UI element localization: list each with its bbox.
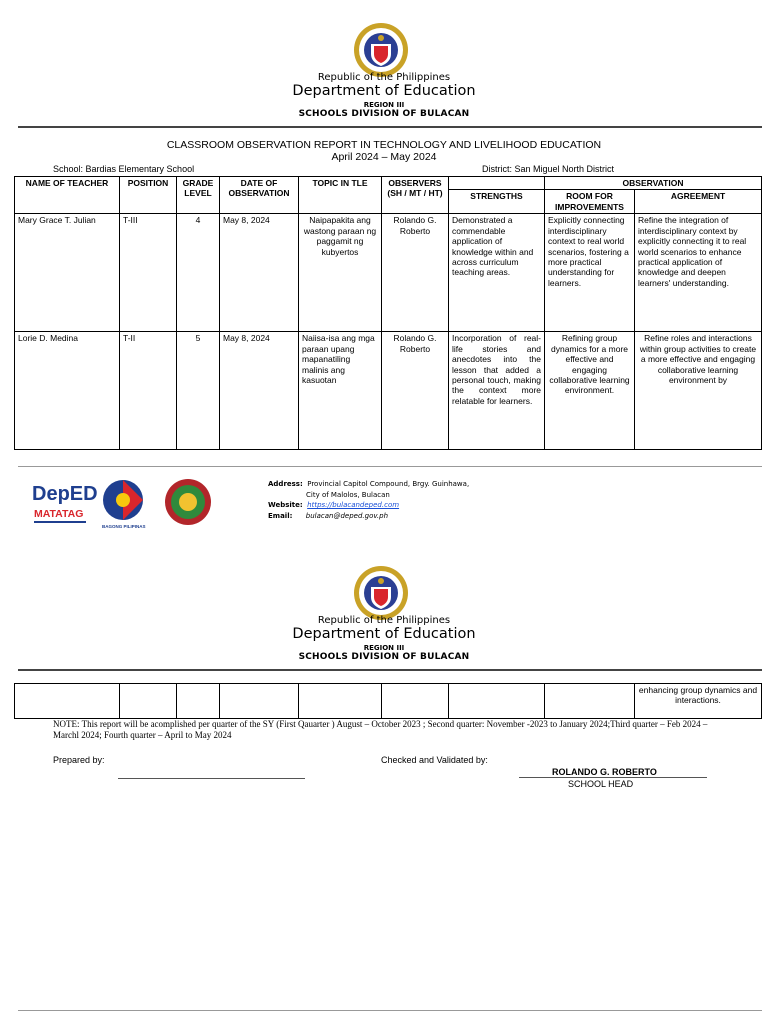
deped-matatag-logo (32, 483, 98, 523)
header-room: ROOM FOR IMPROVEMENTS (545, 190, 635, 214)
observation-table (14, 176, 762, 450)
footer-rule (18, 1010, 762, 1011)
footer-rule (18, 466, 762, 467)
agreement-continued: enhancing group dynamics and interactions. (635, 684, 762, 719)
republic-text: Republic of the Philippines (317, 72, 451, 83)
checked-signature-line (519, 777, 707, 778)
room-for-improvement: Explicitly connecting interdisciplinary context to real world scenarios, fostering a more practical understanding for learners. (545, 214, 635, 332)
table-row (15, 214, 762, 332)
observer: Rolando G. Roberto (382, 214, 449, 332)
table-row (15, 684, 762, 719)
strengths: Incorporation of real-life stories and anecdotes into the lesson that added a personal touch, making the context more relatable for learners. (449, 332, 545, 450)
header-position: POSITION (120, 177, 177, 214)
website-link[interactable]: https://bulacandeped.com (307, 501, 400, 509)
republic-text: Republic of the Philippines (317, 615, 451, 626)
observer: Rolando G. Roberto (382, 332, 449, 450)
teacher-name: Mary Grace T. Julian (15, 214, 120, 332)
topic: Naiisa-isa ang mga paraan upang mapanatiling malinis ang kasuotan (299, 332, 382, 450)
deped-seal-icon (353, 565, 409, 621)
header-name: NAME OF TEACHER (15, 177, 120, 214)
header-rule (18, 669, 762, 671)
teacher-position: T-III (120, 214, 177, 332)
region-text: REGION III (363, 101, 405, 109)
table-row (15, 332, 762, 450)
region-text: REGION III (363, 644, 405, 652)
grade-level: 4 (177, 214, 220, 332)
observation-date: May 8, 2024 (220, 214, 299, 332)
district-name: District: San Miguel North District (482, 164, 615, 174)
teacher-position: T-II (120, 332, 177, 450)
header-topic: TOPIC IN TLE (299, 177, 382, 214)
prepared-by-label: Prepared by: (53, 755, 105, 765)
grade-level: 5 (177, 332, 220, 450)
bagong-pilipinas-logo (102, 480, 146, 529)
checked-by-label: Checked and Validated by: (381, 755, 488, 765)
report-period: April 2024 – May 2024 (331, 151, 437, 163)
department-title: Department of Education (292, 626, 476, 642)
topic: Naipapakita ang wastong paraan ng paggamit ng kubyertos (299, 214, 382, 332)
continuation-table (14, 683, 762, 719)
division-text: SCHOOLS DIVISION OF BULACAN (298, 652, 470, 662)
strengths: Demonstrated a commendable application of knowledge within and across curriculum teaching areas. (449, 214, 545, 332)
header-strengths: STRENGTHS (449, 190, 545, 214)
email-text: bulacan@deped.gov.ph (305, 511, 389, 520)
signatory-name: ROLANDO G. ROBERTO (552, 767, 657, 777)
signatory-role: SCHOOL HEAD (568, 779, 634, 789)
deped-seal-icon (353, 22, 409, 78)
quarter-note: NOTE: This report will be acomplished per quarter of the SY (First Qauarter ) August – October 2023 ; Second quarter: November -2023 to January 2024;Third quarter – Feb 2024 – Marchl 2024; Fourth quarter – April to May 2024 (53, 719, 708, 740)
agreement: Refine roles and interactions within group activities to create a more effective and engaging collaborative learning environment by (635, 332, 762, 450)
school-name: School: Bardias Elementary School (53, 164, 195, 174)
header-date: DATE OF OBSERVATION (220, 177, 299, 214)
division-text: SCHOOLS DIVISION OF BULACAN (298, 109, 470, 119)
footer-address: Address: Provincial Capitol Compound, Brgy. Guinhawa, City of Malolos, Bulacan Website: https://bulacandeped.com Email: bulacan@deped.gov.ph (268, 480, 470, 520)
bagong-pilipinas-text: BAGONG PILIPINAS (102, 524, 146, 529)
header-rule (18, 126, 762, 128)
bulacan-seal-icon (165, 479, 211, 525)
department-title: Department of Education (292, 83, 476, 99)
header-grade: GRADE LEVEL (177, 177, 220, 214)
header-observers: OBSERVERS (SH / MT / HT) (382, 177, 449, 214)
report-title: CLASSROOM OBSERVATION REPORT IN TECHNOLOGY AND LIVELIHOOD EDUCATION (166, 139, 602, 151)
agreement: Refine the integration of interdisciplinary context by explicitly connecting it to real world scenarios to enhance practical application of knowledge and deepen learners' understanding. (635, 214, 762, 332)
deped-logo-text: DepED (32, 483, 98, 505)
header-agreement: AGREEMENT (635, 190, 762, 214)
room-for-improvement: Refining group dynamics for a more effective and engaging collaborative learning environment. (545, 332, 635, 450)
prepared-signature-line (118, 778, 305, 779)
teacher-name: Lorie D. Medina (15, 332, 120, 450)
header-observation: OBSERVATION (545, 177, 762, 190)
observation-date: May 8, 2024 (220, 332, 299, 450)
footer-logos (30, 474, 220, 530)
matatag-text: MATATAG (34, 508, 84, 520)
